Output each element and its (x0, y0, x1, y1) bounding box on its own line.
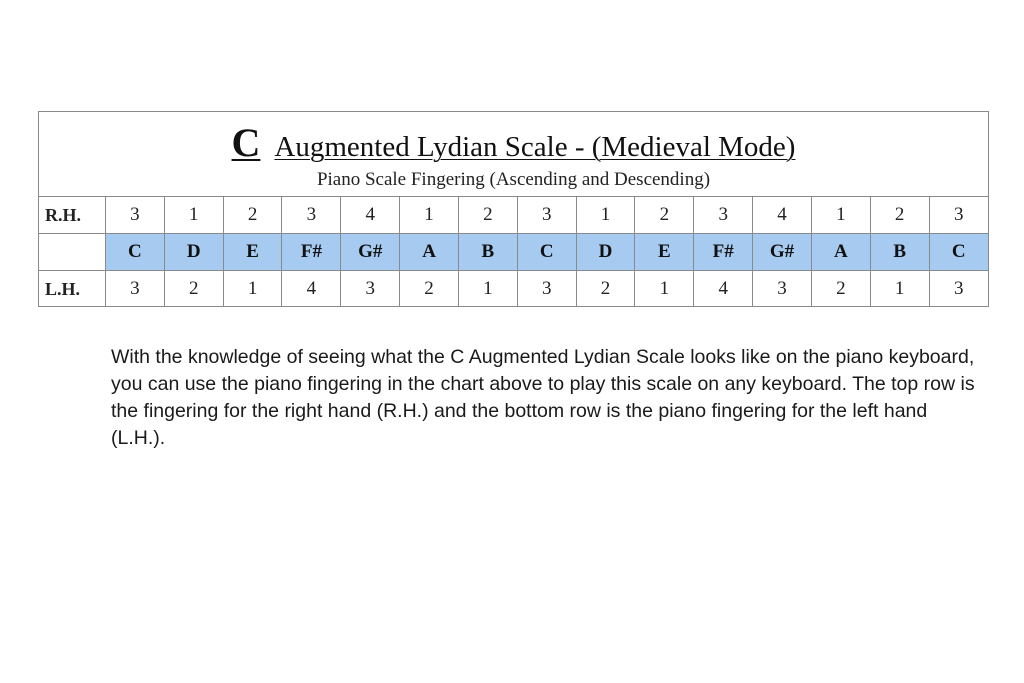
note-cell: G# (341, 234, 400, 271)
lh-finger-cell: 3 (517, 271, 576, 308)
note-cell: A (811, 234, 870, 271)
note-cell: F# (694, 234, 753, 271)
note-cell: C (929, 234, 988, 271)
lh-finger-cell: 1 (223, 271, 282, 308)
lh-label: L.H. (39, 271, 106, 308)
title-key: C (231, 120, 261, 165)
title-text: Augmented Lydian Scale - (Medieval Mode) (274, 131, 796, 163)
lh-finger-cell: 3 (954, 278, 964, 299)
note-row (39, 234, 988, 271)
rh-finger-cell: 2 (635, 197, 694, 234)
note-cell: A (400, 234, 459, 271)
note-cell: G# (753, 234, 812, 271)
note-cell: D (164, 234, 223, 271)
note-row-label (39, 234, 106, 271)
rh-finger-cell: 2 (223, 197, 282, 234)
lh-finger-cell: 1 (458, 271, 517, 308)
note-cell: B (458, 234, 517, 271)
lh-finger-cell: 2 (576, 271, 635, 308)
lh-finger-cell: 3 (106, 271, 165, 308)
chart-header (39, 112, 988, 197)
lh-finger-cell: 1 (870, 271, 929, 308)
note-cell: E (635, 234, 694, 271)
rh-finger-cell: 1 (811, 197, 870, 234)
rh-finger-cell: 3 (282, 197, 341, 234)
note-cell: C (517, 234, 576, 271)
fingering-table (39, 197, 988, 307)
note-cell: B (870, 234, 929, 271)
fingering-chart (38, 111, 989, 307)
description-text: With the knowledge of seeing what the C Augmented Lydian Scale looks like on the piano keyboard, you can use the piano fingering in the chart above to play this scale on any keyboard. The top row is the fingering for the right hand (R.H.) and the bottom row is the piano fingering for the left hand (L.H.). (111, 346, 975, 449)
note-cell: E (223, 234, 282, 271)
lh-finger-cell: 4 (694, 271, 753, 308)
rh-finger-cell: 3 (954, 204, 964, 225)
lh-finger-cell: 2 (811, 271, 870, 308)
rh-row (39, 197, 988, 234)
lh-finger-cell: 2 (400, 271, 459, 308)
chart-title (39, 122, 988, 173)
lh-finger-cell: 3 (341, 271, 400, 308)
rh-label: R.H. (39, 197, 106, 234)
lh-finger-cell: 1 (635, 271, 694, 308)
note-cell: C (106, 234, 165, 271)
chart-subtitle: Piano Scale Fingering (Ascending and Descending) (316, 169, 711, 190)
rh-finger-cell: 4 (753, 197, 812, 234)
note-cell: D (576, 234, 635, 271)
rh-finger-cell: 3 (517, 197, 576, 234)
rh-finger-cell: 3 (106, 197, 165, 234)
rh-finger-cell: 1 (400, 197, 459, 234)
rh-finger-cell: 2 (870, 197, 929, 234)
rh-finger-cell: 3 (694, 197, 753, 234)
rh-finger-cell: 2 (458, 197, 517, 234)
lh-finger-cell: 3 (753, 271, 812, 308)
rh-finger-cell: 4 (341, 197, 400, 234)
rh-finger-cell: 1 (576, 197, 635, 234)
note-cell: F# (282, 234, 341, 271)
rh-finger-cell: 1 (164, 197, 223, 234)
lh-finger-cell: 4 (282, 271, 341, 308)
lh-row (39, 271, 988, 308)
lh-finger-cell: 2 (164, 271, 223, 308)
